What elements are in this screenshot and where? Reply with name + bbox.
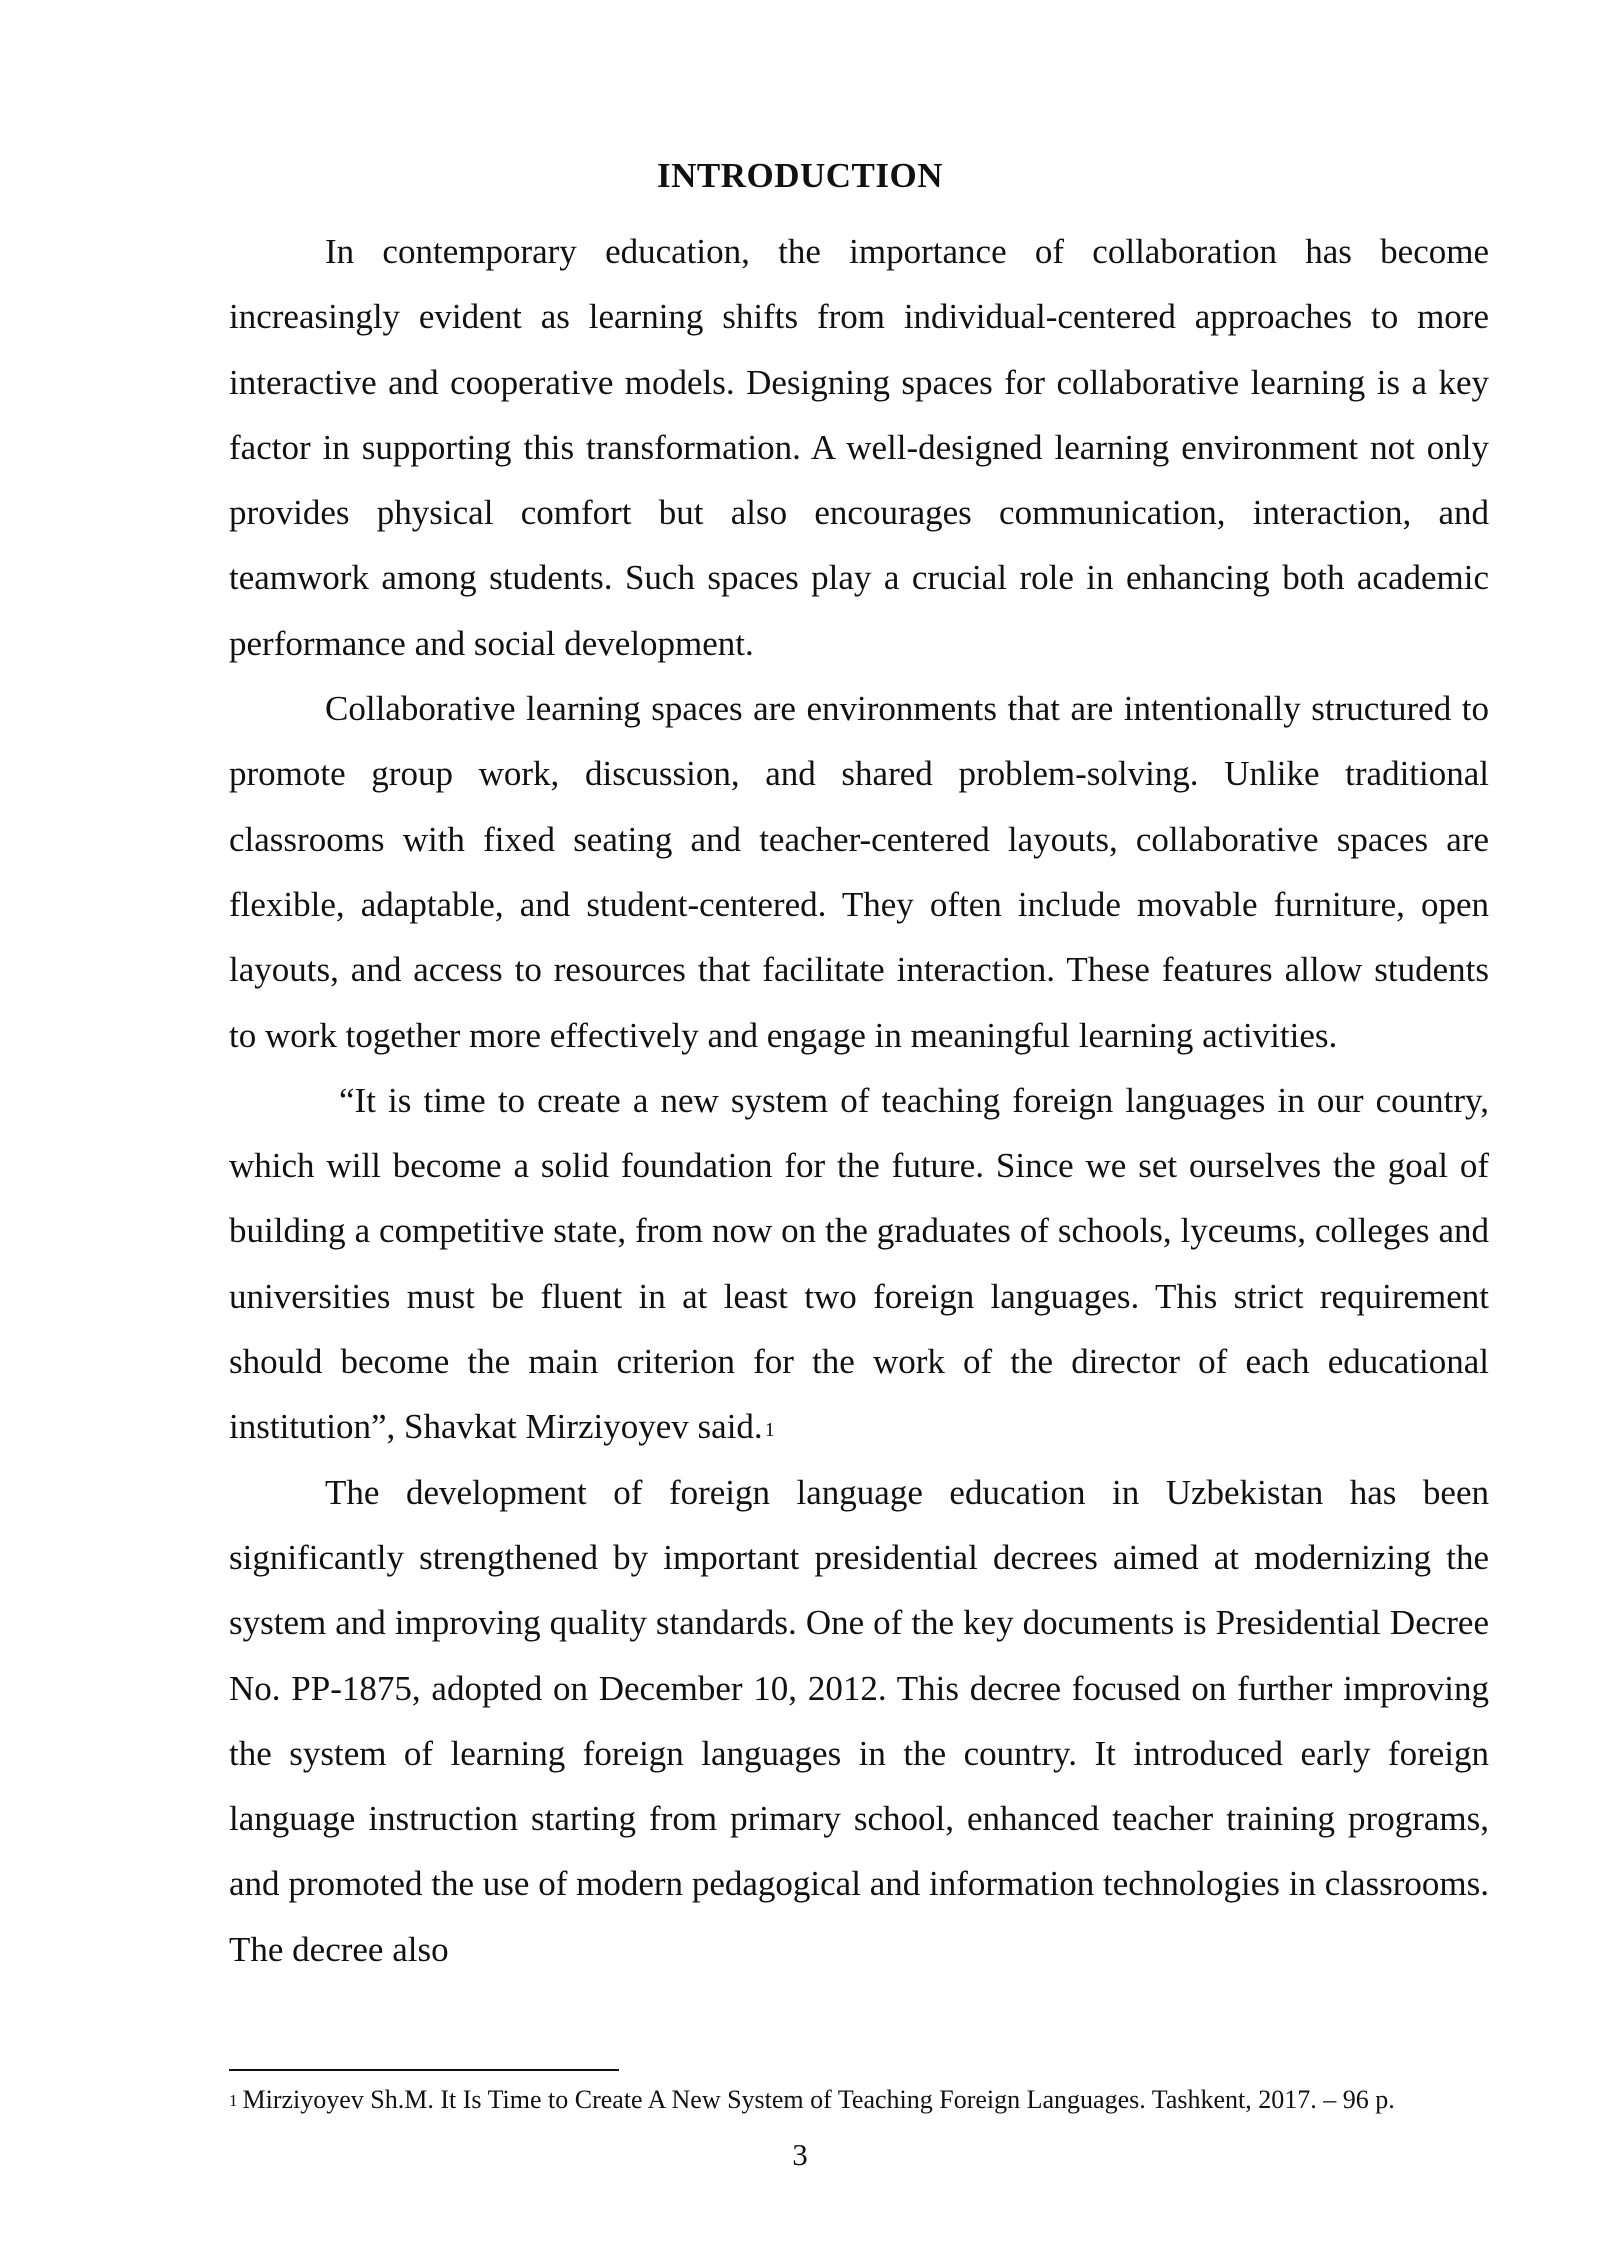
paragraph-text: “It is time to create a new system of teaching foreign languages in our country, which will become a solid foundation for the future. Since we set ourselves the goal of building a competitive state, from now on the graduates of schools, lyceums, colleges and universities must be fluent in at least two foreign languages. This strict requirement should become the main criterion for the work of the director of each educational institution”, Shavkat Mirziyoyev said. bbox=[229, 1080, 1489, 1447]
body-text bbox=[229, 219, 1489, 1982]
footnote-text: Mirziyoyev Sh.M. It Is Time to Create A New System of Teaching Foreign Languages. Tashkent, 2017. – 96 p. bbox=[242, 2085, 1395, 2114]
paragraph-text: The development of foreign language education in Uzbekistan has been significantly strengthened by important presidential decrees aimed at modernizing the system and improving quality standards. One of the key documents is Presidential Decree No. PP-1875, adopted on December 10, 2012. This decree focused on further improving the system of learning foreign languages in the country. It introduced early foreign language instruction starting from primary school, enhanced teacher training programs, and promoted the use of modern pedagogical and information technologies in classrooms. The decree also bbox=[229, 1472, 1489, 1969]
paragraph-text: In contemporary education, the importance of collaboration has become increasingly evident as learning shifts from individual-centered approaches to more interactive and cooperative models. Designing spaces for collaborative learning is a key factor in supporting this transformation. A well-designed learning environment not only provides physical comfort but also encourages communication, interaction, and teamwork among students. Such spaces play a crucial role in enhancing both academic performance and social development. bbox=[229, 232, 1489, 663]
paragraph-text: Collaborative learning spaces are environments that are intentionally structured to promote group work, discussion, and shared problem-solving. Unlike traditional classrooms with fixed seating and teacher-centered layouts, collaborative spaces are flexible, adaptable, and student-centered. They often include movable furniture, open layouts, and access to resources that facilitate interaction. These features allow students to work together more effectively and engage in meaningful learning activities. bbox=[229, 689, 1489, 1055]
footnote-mark: 1 bbox=[229, 2091, 238, 2110]
paragraph-decrees bbox=[229, 1460, 1489, 1982]
paragraph-collaborative-spaces bbox=[229, 676, 1489, 1068]
footnote-separator bbox=[229, 2069, 619, 2071]
section-title: INTRODUCTION bbox=[656, 156, 944, 195]
footnote bbox=[229, 2083, 1529, 2117]
footnote-reference: 1 bbox=[764, 1419, 775, 1442]
page-number: 3 bbox=[792, 2137, 808, 2172]
paragraph-quote bbox=[229, 1068, 1489, 1460]
paragraph-collaboration-importance bbox=[229, 219, 1489, 676]
